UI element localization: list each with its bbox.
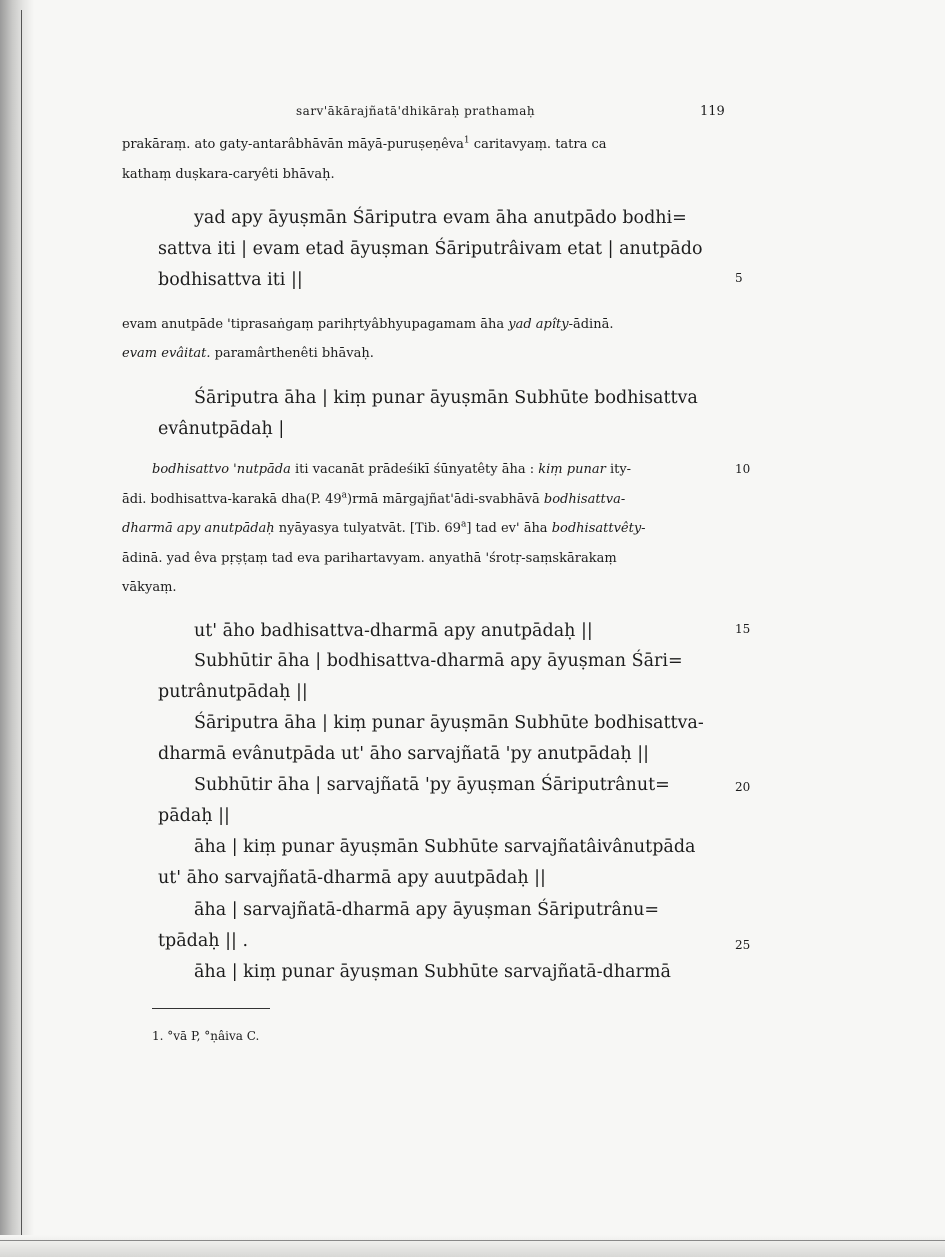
book-spine-shadow — [0, 0, 34, 1257]
commentary-2-line-1 — [122, 316, 613, 334]
verse-3-line-12: āha | kiṃ punar āyuṣman Subhūte sarvajñatā-dharmā — [194, 962, 671, 982]
page-number: 119 — [700, 104, 725, 119]
commentary-lemma: bodhisattvo 'nutpāda — [152, 462, 291, 477]
page-bottom-rule — [0, 1240, 945, 1241]
commentary-text: evam anutpāde 'tiprasaṅgaṃ parihṛtyâbhyupagamam āha — [122, 317, 509, 332]
commentary-text: ādinā. — [572, 317, 614, 332]
commentary-text: )rmā mārgajñat'ādi-svabhāvā — [347, 492, 544, 507]
commentary-lemma: bodhisattva- — [543, 492, 626, 507]
commentary-3-line-2 — [122, 491, 625, 509]
line-number-15: 15 — [735, 622, 751, 636]
commentary-lemma: dharmā apy anutpādaḥ — [122, 521, 275, 536]
verse-1-line-3: bodhisattva iti || — [158, 270, 303, 290]
line-number-10: 10 — [735, 462, 751, 476]
verse-3-line-8: āha | kiṃ punar āyuṣmān Subhūte sarvajñatâivânutpāda — [194, 837, 696, 857]
verse-3-line-7: pādaḥ || — [158, 806, 230, 826]
spine-edge-line — [21, 10, 22, 1235]
commentary-text: caritavyaṃ. tatra ca — [469, 137, 607, 152]
commentary-text: paramârthenêti bhāvaḥ. — [210, 346, 374, 361]
line-number-25: 25 — [735, 938, 751, 952]
verse-2-line-1: Śāriputra āha | kiṃ punar āyuṣmān Subhūte bodhisattva — [194, 388, 698, 408]
verse-3-line-4: Śāriputra āha | kiṃ punar āyuṣmān Subhūte bodhisattva- — [194, 713, 704, 733]
commentary-text: ] tad ev' āha — [466, 521, 552, 536]
commentary-2-line-2 — [122, 345, 374, 363]
running-head: sarv'ākārajñatā'dhikāraḥ prathamaḥ — [296, 104, 536, 118]
folio-marker: a — [460, 519, 467, 530]
commentary-lemma: kiṃ punar — [538, 462, 606, 477]
commentary-lemma: bodhisattvêty- — [551, 521, 646, 536]
commentary-text: ity- — [605, 462, 632, 477]
verse-3-line-11: tpādaḥ || . — [158, 931, 249, 951]
verse-3-line-2: Subhūtir āha | bodhisattva-dharmā apy āyuṣman Śāri= — [194, 651, 683, 671]
commentary-3-line-1 — [152, 461, 631, 479]
verse-2-line-2: evânutpādaḥ | — [158, 419, 285, 439]
commentary-3-line-5: vākyaṃ. — [122, 580, 177, 595]
verse-3-line-5: dharmā evânutpāda ut' āho sarvajñatā 'py anutpādaḥ || — [158, 744, 650, 764]
footnote-rule — [152, 1008, 270, 1009]
commentary-text: iti vacanāt prādeśikī śūnyatêty āha : — [290, 462, 539, 477]
commentary-3-line-4: ādinā. yad êva pṛṣṭaṃ tad eva parihartavyam. anyathā 'śrotṛ-saṃskārakaṃ — [122, 551, 617, 566]
verse-3-line-10: āha | sarvajñatā-dharmā apy āyuṣman Śāriputrânu= — [194, 900, 660, 920]
commentary-lemma: yad apîty- — [508, 317, 573, 332]
commentary-lemma: evam evâitat. — [122, 346, 211, 361]
line-number-5: 5 — [735, 271, 743, 285]
commentary-text: prakāraṃ. ato gaty-antarâbhāvān māyā-puruṣeṇêva — [122, 137, 464, 152]
page-bottom-edge — [0, 1235, 945, 1257]
folio-marker: a — [341, 490, 348, 501]
verse-3-line-1: ut' āho badhisattva-dharmā apy anutpādaḥ || — [194, 621, 593, 641]
footnote: 1. °vā P, °ṇâiva C. — [152, 1029, 260, 1043]
verse-3-line-6: Subhūtir āha | sarvajñatā 'py āyuṣman Śāriputrânut= — [194, 775, 670, 795]
commentary-1-line-1 — [122, 136, 607, 154]
commentary-1-line-2: kathaṃ duṣkara-caryêti bhāvaḥ. — [122, 167, 335, 182]
commentary-3-line-3 — [122, 520, 646, 538]
verse-1-line-1: yad apy āyuṣmān Śāriputra evam āha anutpādo bodhi= — [194, 208, 687, 228]
footnote-marker: 1 — [463, 135, 470, 146]
verse-3-line-9: ut' āho sarvajñatā-dharmā apy auutpādaḥ || — [158, 868, 546, 888]
verse-1-line-2: sattva iti | evam etad āyuṣman Śāriputrâivam etat | anutpādo — [158, 239, 703, 259]
commentary-text: ādi. bodhisattva-karakā dha(P. 49 — [122, 492, 342, 507]
commentary-text: nyāyasya tulyatvāt. [Tib. 69 — [274, 521, 461, 536]
line-number-20: 20 — [735, 780, 751, 794]
verse-3-line-3: putrânutpādaḥ || — [158, 682, 308, 702]
